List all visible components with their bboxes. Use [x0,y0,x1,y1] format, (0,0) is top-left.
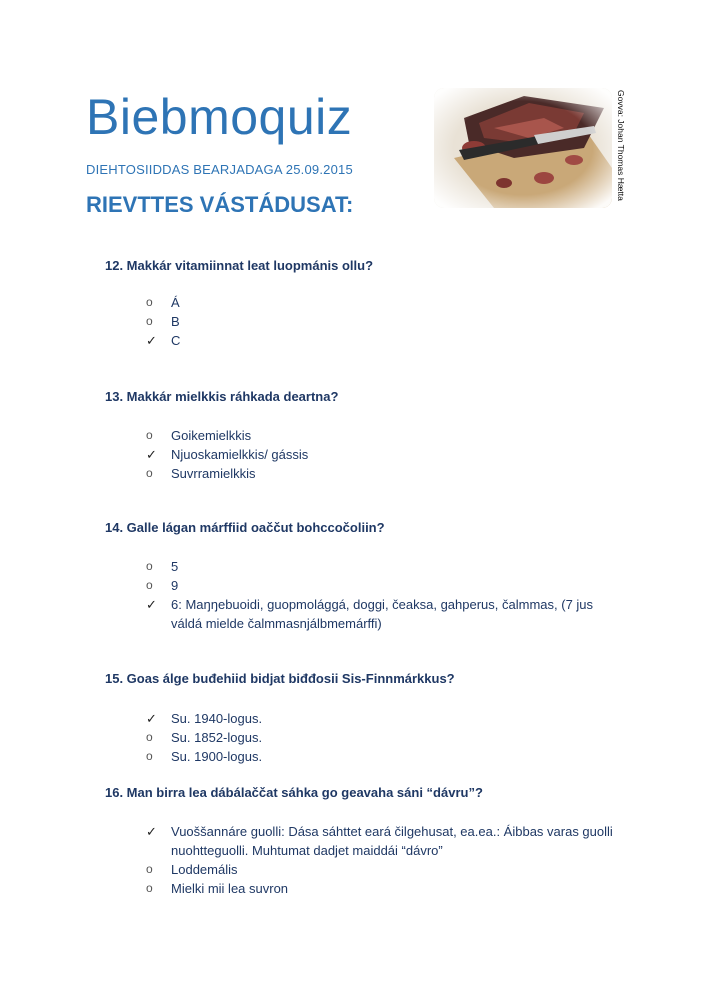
answer-option [146,822,626,860]
answer-option [146,331,626,350]
answer-option-text: Njuoskamielkkis/ gássis [171,447,309,462]
checkmark-icon: ✓ [146,824,157,839]
circle-bullet-icon: o [146,862,153,876]
answer-option-text: 9 [171,578,179,593]
answer-option [146,293,626,312]
circle-bullet-icon: o [146,730,153,744]
photo-credit: Govva: Johan Thomas Hætta [616,90,626,201]
answer-option [146,557,626,576]
answer-option-text: Su. 1940-logus. [171,711,263,726]
answer-option-text: Á [171,295,180,310]
answer-options [146,709,626,766]
checkmark-icon: ✓ [146,447,157,462]
answer-option-text: Loddemális [171,862,238,877]
circle-bullet-icon: o [146,578,153,592]
answer-option [146,747,626,766]
question-16: 16. Man birra lea dábálaččat sáhka go geavaha sáni “dávru”? [105,785,483,800]
answer-options [146,557,626,633]
checkmark-icon: ✓ [146,711,157,726]
checkmark-icon: ✓ [146,597,157,612]
answer-options [146,426,626,483]
answer-options [146,822,626,898]
answer-option [146,709,626,728]
answer-option [146,595,626,633]
answer-option-text: Suvrramielkkis [171,466,256,481]
answer-option [146,464,626,483]
circle-bullet-icon: o [146,428,153,442]
page-subtitle: DIEHTOSIIDDAS BEARJADAGA 25.09.2015 [86,162,353,177]
circle-bullet-icon: o [146,559,153,573]
answer-options [146,293,626,350]
circle-bullet-icon: o [146,749,153,763]
question-12: 12. Makkár vitamiinnat leat luopmánis ollu? [105,258,374,273]
dried-meat-illustration [434,88,612,208]
answer-option [146,860,626,879]
question-14: 14. Galle lágan márffiid oaččut bohccočoliin? [105,520,385,535]
circle-bullet-icon: o [146,881,153,895]
answer-option-text: Vuoššannáre guolli: Dása sáhttet eará čilgehusat, ea.ea.: Áibbas varas guolli nuohtteguolli. Muhtumat dadjet maiddái “dávro” [171,824,613,858]
answer-option-text: Goikemielkkis [171,428,252,443]
answers-heading: RIEVTTES VÁSTÁDUSAT: [86,192,354,217]
answer-option-text: Su. 1900-logus. [171,749,263,764]
checkmark-icon: ✓ [146,333,157,348]
answer-option-text: 6: Maŋŋebuoidi, guopmolággá, doggi, čeaksa, gahperus, čalmmas, (7 jus váldá mielde čalmmasnjálbmemárffi) [171,597,594,631]
answer-option [146,879,626,898]
circle-bullet-icon: o [146,466,153,480]
answer-option-text: C [171,333,181,348]
answer-option [146,426,626,445]
answer-option [146,445,626,464]
question-15: 15. Goas álge buđehiid bidjat biđđosii Sis-Finnmárkkus? [105,671,455,686]
answer-option [146,576,626,595]
question-13: 13. Makkár mielkkis ráhkada deartna? [105,389,339,404]
page-title: Biebmoquiz [86,89,353,145]
answer-option-text: Mielki mii lea suvron [171,881,289,896]
circle-bullet-icon: o [146,314,153,328]
answer-option [146,728,626,747]
answer-option-text: B [171,314,180,329]
answer-option-text: Su. 1852-logus. [171,730,263,745]
answer-option [146,312,626,331]
answer-option-text: 5 [171,559,179,574]
dried-meat-photo [434,88,612,208]
circle-bullet-icon: o [146,295,153,309]
